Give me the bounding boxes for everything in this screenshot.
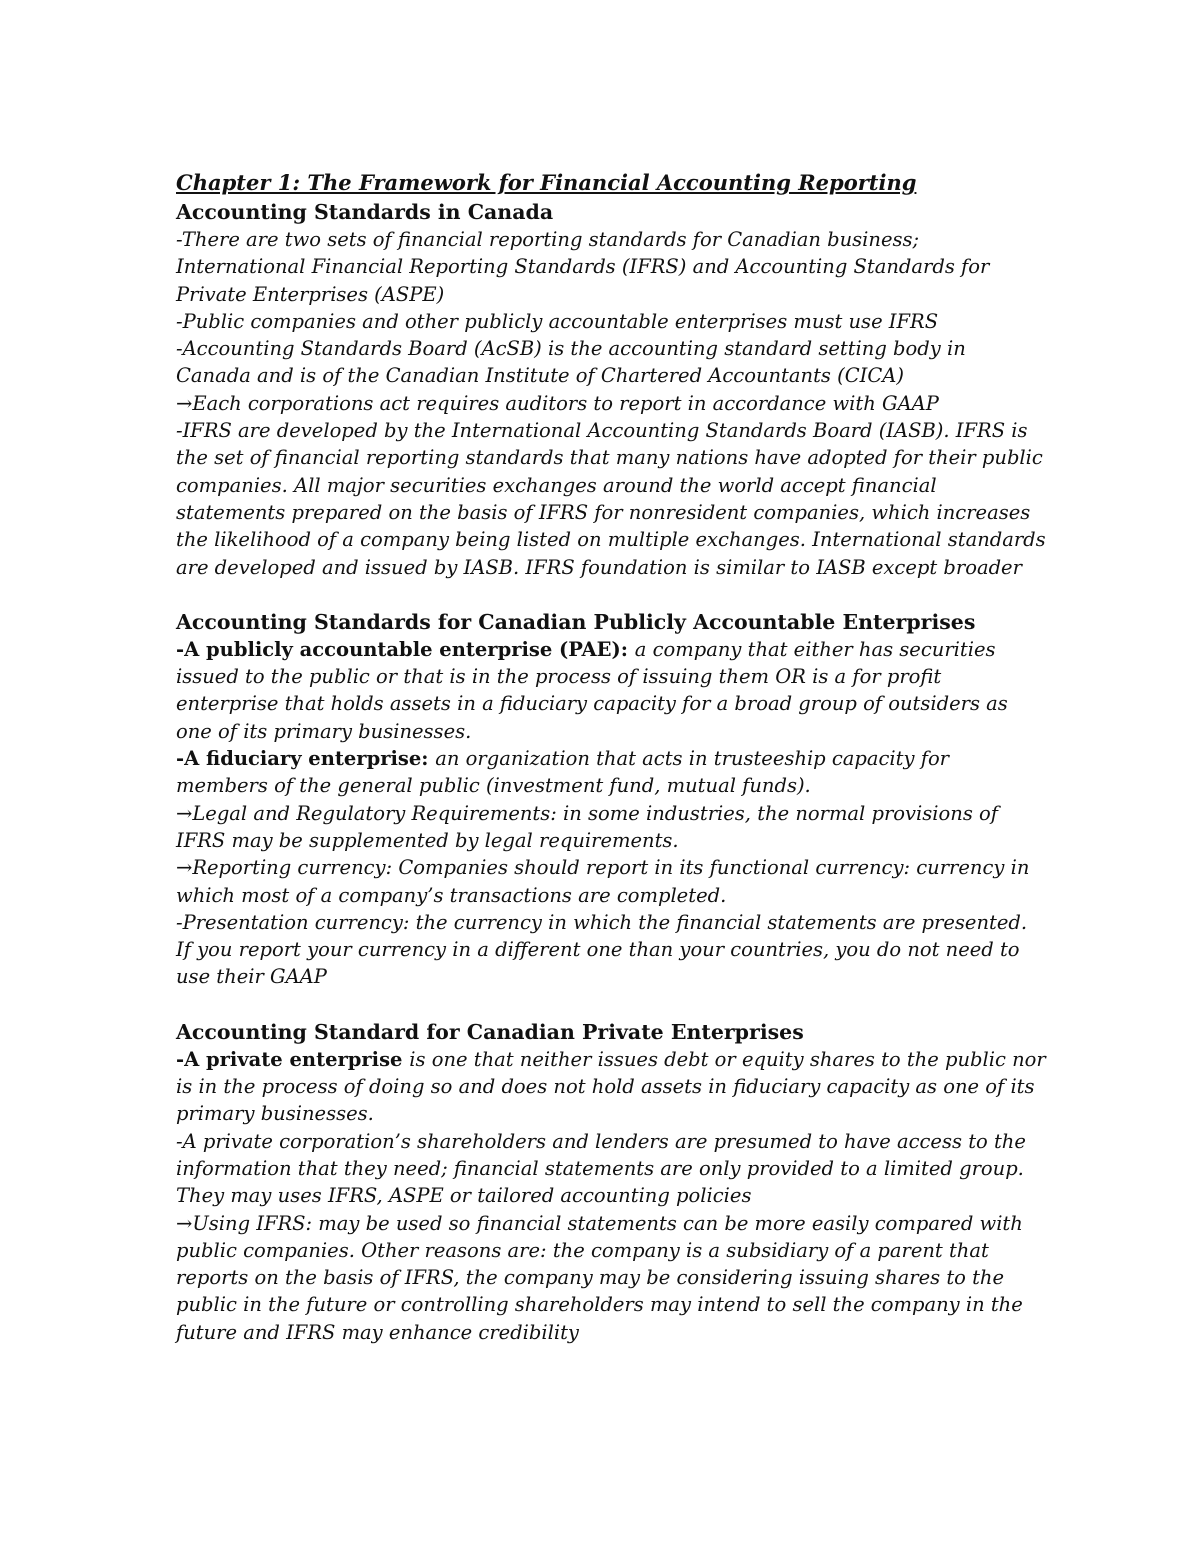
paragraph-text: →Each corporations act requires auditors to report in accordance with GAAP — [176, 391, 939, 415]
paragraph-lead: -A publicly accountable enterprise (PAE): — [176, 637, 635, 661]
paragraph — [176, 1046, 1046, 1128]
paragraph — [176, 1210, 1046, 1346]
section-private-enterprises — [176, 1018, 1046, 1346]
paragraph-text: -Presentation currency: the currency in which the financial statements are presented. If you report your currency in a different one than your countries, you do not need to use their GAAP — [176, 910, 1028, 989]
paragraph-lead: -A private enterprise — [176, 1047, 410, 1071]
paragraph — [176, 308, 1046, 335]
paragraph — [176, 335, 1046, 390]
paragraph — [176, 800, 1046, 855]
paragraph-text: →Reporting currency: Companies should report in its functional currency: currency in which most of a company’s transactions are completed. — [176, 856, 1030, 907]
paragraph — [176, 909, 1046, 991]
paragraph-text: an organization that acts in trusteeship capacity for members of the general public (investment fund, mutual funds). — [176, 747, 950, 798]
paragraph-text: →Using IFRS: may be used so financial statements can be more easily compared with public companies. Other reasons are: the company is a subsidiary of a parent that reports on the basis of IFRS, the company may be considering issuing shares to the public in the future or controlling shareholders may intend to sell the company in the future and IFRS may enhance credibility — [176, 1211, 1023, 1344]
paragraph-text: a company that either has securities issued to the public or that is in the process of issuing them OR is a for profit enterprise that holds assets in a fiduciary capacity for a broad group of outsiders as one of its primary businesses. — [176, 637, 1008, 743]
paragraph-text: -There are two sets of financial reporting standards for Canadian business; International Financial Reporting Standards (IFRS) and Accounting Standards for Private Enterprises (ASPE) — [176, 228, 990, 306]
paragraph — [176, 226, 1046, 308]
paragraph — [176, 1128, 1046, 1210]
paragraph — [176, 636, 1046, 745]
section-spacer — [176, 581, 1046, 608]
paragraph-text: is one that neither issues debt or equity shares to the public nor is in the process of doing so and does not hold assets in fiduciary capacity as one of its primary businesses. — [176, 1047, 1046, 1126]
paragraph — [176, 390, 1046, 417]
paragraph-text: -Accounting Standards Board (AcSB) is the accounting standard setting body in Canada and is of the Canadian Institute of Chartered Accountants (CICA) — [176, 337, 966, 388]
paragraph-text: -Public companies and other publicly accountable enterprises must use IFRS — [176, 309, 939, 333]
paragraph-text: -IFRS are developed by the International Accounting Standards Board (IASB). IFRS is the set of financial reporting standards that many nations have adopted for their public companies. All major securities exchanges around the world accept financial statements prepared on the basis of IFRS for nonresident companies, which increases the likelihood of a company being listed on multiple exchanges. International standards are developed and issued by IASB. IFRS foundation is similar to IASB except broader — [176, 419, 1046, 579]
paragraph — [176, 417, 1046, 581]
paragraph — [176, 745, 1046, 800]
section-heading: Accounting Standards for Canadian Publicly Accountable Enterprises — [176, 609, 976, 634]
chapter-title: Chapter 1: The Framework for Financial Accounting Reporting — [176, 170, 917, 195]
section-heading: Accounting Standards in Canada — [176, 200, 554, 224]
paragraph — [176, 854, 1046, 909]
paragraph-lead: -A fiduciary enterprise: — [176, 747, 436, 771]
section-spacer — [176, 991, 1046, 1018]
paragraph-text: →Legal and Regulatory Requirements: in some industries, the normal provisions of IFRS may be supplemented by legal requirements. — [176, 801, 998, 852]
section-accounting-standards-canada — [176, 198, 1046, 581]
paragraph-text: -A private corporation’s shareholders and lenders are presumed to have access to the information that they need; financial statements are only provided to a limited group. They may uses IFRS, ASPE or tailored accounting policies — [176, 1129, 1026, 1208]
section-publicly-accountable-enterprises — [176, 608, 1046, 991]
document-page — [176, 168, 1046, 1346]
section-heading: Accounting Standard for Canadian Private Enterprises — [176, 1019, 804, 1044]
